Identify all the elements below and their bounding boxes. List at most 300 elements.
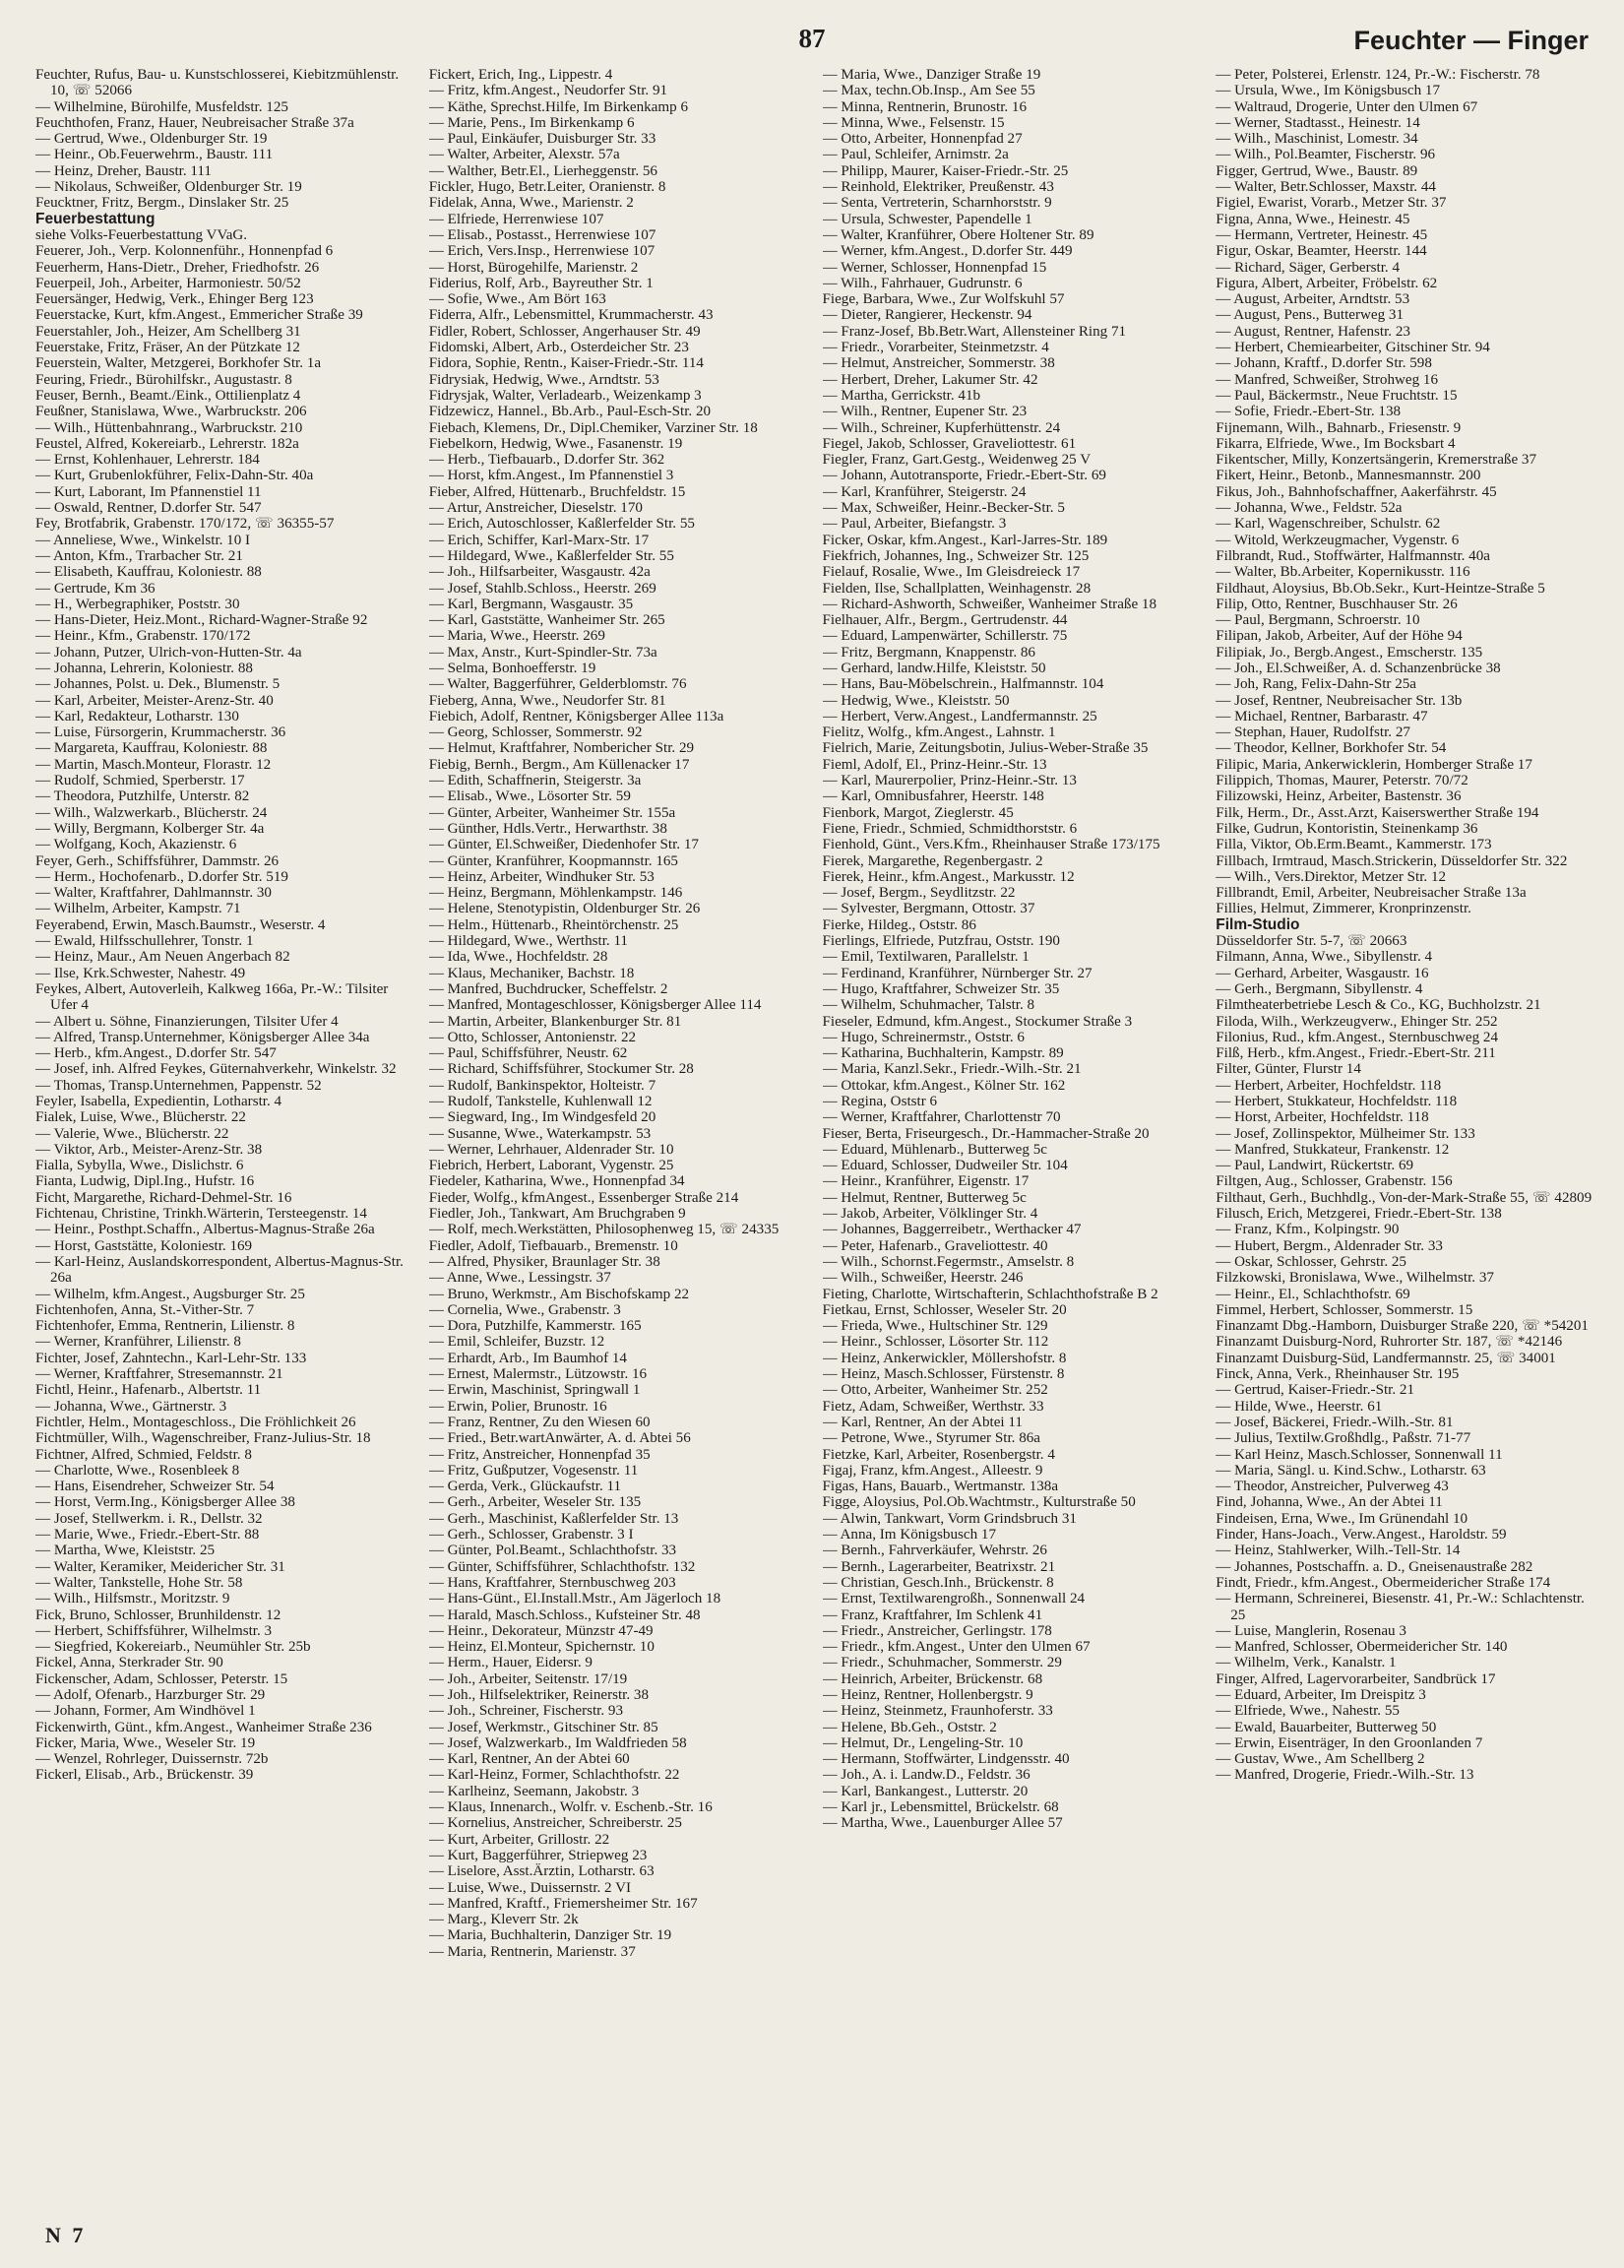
directory-entry: — Josef, Zollinspektor, Mülheimer Str. 133 [1216, 1125, 1475, 1142]
directory-entry: Feyerabend, Erwin, Masch.Baumstr., Weserstr. 4 [35, 916, 326, 933]
directory-entry: Fidrysiak, Hedwig, Wwe., Arndtstr. 53 [428, 371, 659, 388]
directory-entry: — Eduard, Lampenwärter, Schillerstr. 75 [822, 628, 1068, 645]
directory-entry: — Manfred, Buchdrucker, Scheffelstr. 2 [428, 980, 668, 997]
directory-entry: — Karl, Bergmann, Wasgaustr. 35 [428, 596, 634, 612]
directory-entry: Fikarra, Elfriede, Wwe., Im Bocksbart 4 [1216, 435, 1456, 452]
directory-entry: — Siegward, Ing., Im Windgesfeld 20 [428, 1109, 656, 1126]
directory-entry: — Gerh., Maschinist, Kaßlerfelder Str. 13 [428, 1510, 679, 1527]
directory-entry: — Kurt, Arbeiter, Grillostr. 22 [428, 1831, 610, 1848]
directory-entry: Fiene, Friedr., Schmied, Schmidthorststr. 6 [822, 820, 1078, 837]
directory-entry: Filk, Herm., Dr., Asst.Arzt, Kaiserswerther Straße 194 [1216, 804, 1539, 821]
directory-entry: — Joh., Hilfselektriker, Reinerstr. 38 [428, 1686, 649, 1703]
directory-entry: — Paul, Schiffsführer, Neustr. 62 [428, 1045, 628, 1062]
directory-entry: Fijnemann, Wilh., Bahnarb., Friesenstr. 9 [1216, 419, 1462, 436]
directory-entry: — Hilde, Wwe., Heerstr. 61 [1216, 1398, 1383, 1415]
directory-entry: Fielhauer, Alfr., Bergm., Gertrudenstr. 44 [822, 612, 1068, 629]
directory-entry: — Sofie, Friedr.-Ebert-Str. 138 [1216, 404, 1402, 420]
directory-entry: — Karl, Wagenschreiber, Schulstr. 62 [1216, 516, 1441, 533]
directory-entry: Fichtenau, Christine, Trinkh.Wärterin, Tersteegenstr. 14 [35, 1206, 367, 1223]
directory-entry: — Joh, Rang, Felix-Dahn-Str 25a [1216, 676, 1416, 693]
directory-entry: Fiedler, Joh., Tankwart, Am Bruchgraben 9 [428, 1206, 686, 1223]
directory-entry: — Hans-Dieter, Heiz.Mont., Richard-Wagner-Straße 92 [35, 612, 368, 629]
directory-entry: — Wolfgang, Koch, Akazienstr. 6 [35, 837, 237, 853]
directory-entry: — Richard, Säger, Gerberstr. 4 [1216, 259, 1401, 276]
directory-entry: — Kurt, Baggerführer, Striepweg 23 [428, 1847, 648, 1863]
directory-entry: Fiedeler, Katharina, Wwe., Honnenpfad 34 [428, 1173, 685, 1190]
directory-entry: Feuring, Friedr., Bürohilfskr., Augustastr. 8 [35, 371, 292, 388]
directory-entry: Fianta, Ludwig, Dipl.Ing., Hufstr. 16 [35, 1173, 255, 1190]
directory-entry: — Karl, Rentner, An der Abtei 60 [428, 1751, 630, 1768]
directory-columns [35, 67, 1595, 2223]
directory-entry: — Ewald, Bauarbeiter, Butterweg 50 [1216, 1719, 1437, 1735]
column-3 [823, 67, 1203, 2223]
directory-entry: Feuerstein, Walter, Metzgerei, Borkhofer Str. 1a [35, 355, 322, 372]
directory-entry: — Herbert, Arbeiter, Hochfeldstr. 118 [1216, 1077, 1442, 1094]
directory-entry: — Anna, Im Königsbusch 17 [822, 1527, 997, 1544]
directory-entry: — Johanna, Wwe., Gärtnerstr. 3 [35, 1398, 227, 1415]
directory-entry: Fiebrich, Herbert, Laborant, Vygenstr. 25 [428, 1158, 674, 1174]
directory-entry: Feuersänger, Hedwig, Verk., Ehinger Berg 123 [35, 291, 314, 308]
directory-entry: — Frieda, Wwe., Hultschiner Str. 129 [822, 1318, 1048, 1335]
directory-entry: — Werner, kfm.Angest., D.dorfer Str. 449 [822, 243, 1073, 260]
directory-entry: — Johann, Autotransporte, Friedr.-Ebert-Str. 69 [822, 468, 1106, 484]
directory-entry: — August, Pens., Butterweg 31 [1216, 307, 1405, 324]
directory-entry: Finanzamt Dbg.-Hamborn, Duisburger Straße 220, ☏ *54201 [1216, 1318, 1589, 1335]
directory-entry: — Johann, Kraftf., D.dorfer Str. 598 [1216, 355, 1432, 372]
directory-entry: Filthaut, Gerh., Buchhdlg., Von-der-Mark-Straße 55, ☏ 42809 [1216, 1189, 1593, 1206]
directory-entry: Fikus, Joh., Bahnhofschaffner, Aakerfährstr. 45 [1216, 483, 1497, 500]
directory-entry: — Ida, Wwe., Hochfeldstr. 28 [428, 949, 608, 966]
directory-entry: Fichtler, Helm., Montageschloss., Die Fröhlichkeit 26 [35, 1414, 356, 1430]
directory-entry: — Katharina, Buchhalterin, Kampstr. 89 [822, 1045, 1064, 1062]
directory-entry: Ficker, Maria, Wwe., Weseler Str. 19 [35, 1734, 256, 1751]
directory-entry: — Joh., El.Schweißer, A. d. Schanzenbrücke 38 [1216, 660, 1501, 676]
directory-entry: — Ottokar, kfm.Angest., Kölner Str. 162 [822, 1077, 1066, 1094]
directory-entry: — Paul, Bäckermstr., Neue Fruchtstr. 15 [1216, 387, 1458, 404]
directory-entry: — Cornelia, Wwe., Grabenstr. 3 [428, 1301, 621, 1318]
directory-entry: siehe Volks-Feuerbestattung VVaG. [35, 226, 248, 243]
directory-entry: — Ernest, Malermstr., Lützowstr. 16 [428, 1366, 648, 1383]
directory-entry: — Hans, Bau-Möbelschrein., Halfmannstr. 104 [822, 676, 1104, 693]
directory-entry: — Heinz, El.Monteur, Spichernstr. 10 [428, 1639, 655, 1656]
directory-entry: — Max, Schweißer, Heinr.-Becker-Str. 5 [822, 500, 1065, 517]
directory-entry: — Friedr., Anstreicher, Gerlingstr. 178 [822, 1622, 1052, 1639]
directory-entry: Filmann, Anna, Wwe., Sibyllenstr. 4 [1216, 949, 1433, 966]
directory-entry: Fidzewicz, Hannel., Bb.Arb., Paul-Esch-Str. 20 [428, 404, 712, 420]
directory-entry: — Helene, Bb.Geh., Oststr. 2 [822, 1719, 997, 1735]
directory-entry: Filusch, Erich, Metzgerei, Friedr.-Ebert-Str. 138 [1216, 1206, 1502, 1223]
directory-entry: Ficker, Oskar, kfm.Angest., Karl-Jarres-Str. 189 [822, 532, 1108, 548]
directory-entry: — Günter, Schiffsführer, Schlachthofstr. 132 [428, 1558, 696, 1575]
directory-entry: Feykes, Albert, Autoverleih, Kalkweg 166a, Pr.-W.: Tilsiter Ufer 4 [35, 980, 389, 1014]
directory-entry: Feußner, Stanislawa, Wwe., Warbruckstr. 206 [35, 404, 307, 420]
directory-entry: — Heinz, Masch.Schlosser, Fürstenstr. 8 [822, 1366, 1065, 1383]
directory-entry: — Wilh., Rentner, Eupener Str. 23 [822, 404, 1028, 420]
directory-entry: — Hubert, Bergm., Aldenrader Str. 33 [1216, 1237, 1443, 1254]
directory-entry: Feuerpeil, Joh., Arbeiter, Harmoniestr. 50/52 [35, 275, 301, 291]
directory-entry: Figas, Hans, Bauarb., Wertmanstr. 138a [822, 1479, 1059, 1495]
directory-entry: Figger, Gertrud, Wwe., Baustr. 89 [1216, 162, 1418, 179]
directory-entry: — Paul, Schleifer, Arnimstr. 2a [822, 147, 1009, 163]
directory-entry: Filbrandt, Rud., Stoffwärter, Halfmannstr. 40a [1216, 547, 1490, 564]
directory-entry: — Hugo, Kraftfahrer, Schweizer Str. 35 [822, 980, 1060, 997]
directory-entry: Feyer, Gerh., Schiffsführer, Dammstr. 26 [35, 852, 280, 869]
directory-entry: — Josef, Bergm., Seydlitzstr. 22 [822, 885, 1016, 902]
directory-entry: — August, Rentner, Hafenstr. 23 [1216, 323, 1410, 340]
directory-entry: — Helmut, Anstreicher, Sommerstr. 38 [822, 355, 1055, 372]
directory-entry: Findt, Friedr., kfm.Angest., Obermeidericher Straße 174 [1216, 1574, 1551, 1591]
directory-entry: — Karl, Redakteur, Lotharstr. 130 [35, 708, 239, 724]
directory-entry: Filzkowski, Bronislawa, Wwe., Wilhelmstr. 37 [1216, 1270, 1494, 1287]
directory-entry: Filip, Otto, Rentner, Buschhauser Str. 26 [1216, 596, 1458, 612]
directory-entry: Fiebach, Klemens, Dr., Dipl.Chemiker, Varziner Str. 18 [428, 419, 758, 436]
directory-entry: — Werner, Lehrhauer, Aldenrader Str. 10 [428, 1141, 674, 1158]
directory-entry: — Ilse, Krk.Schwester, Nahestr. 49 [35, 965, 246, 981]
directory-entry: — Erich, Schiffer, Karl-Marx-Str. 17 [428, 532, 650, 548]
directory-entry: — Werner, Schlosser, Honnenpfad 15 [822, 259, 1047, 276]
directory-entry: — Sylvester, Bergmann, Ottostr. 37 [822, 901, 1035, 917]
directory-entry: Feuser, Bernh., Beamt./Eink., Ottilienplatz 4 [35, 387, 301, 404]
directory-entry: — Gerh., Arbeiter, Weseler Str. 135 [428, 1494, 642, 1511]
directory-entry: — Heinz, Maur., Am Neuen Angerbach 82 [35, 949, 290, 966]
directory-entry: — Erwin, Maschinist, Springwall 1 [428, 1382, 641, 1399]
directory-entry: — Liselore, Asst.Ärztin, Lotharstr. 63 [428, 1863, 655, 1880]
directory-entry: — Günther, Hdls.Vertr., Herwarthstr. 38 [428, 820, 667, 837]
directory-entry: — Heinr., Ob.Feuerwehrm., Baustr. 111 [35, 147, 274, 163]
directory-entry: — Joh., Arbeiter, Seitenstr. 17/19 [428, 1670, 628, 1687]
directory-entry: — Anne, Wwe., Lessingstr. 37 [428, 1270, 611, 1287]
directory-entry: — Minna, Wwe., Felsenstr. 15 [822, 114, 1005, 131]
directory-entry: — Walter, Baggerführer, Gelderblomstr. 76 [428, 676, 687, 693]
directory-entry: — Waltraud, Drogerie, Unter den Ulmen 67 [1216, 98, 1478, 115]
directory-entry: Finder, Hans-Joach., Verw.Angest., Haroldstr. 59 [1216, 1527, 1507, 1544]
directory-entry: — Richard, Schiffsführer, Stockumer Str. 28 [428, 1061, 694, 1078]
directory-entry: — Gertrude, Km 36 [35, 580, 156, 597]
directory-entry: — Maria, Buchhalterin, Danziger Str. 19 [428, 1927, 672, 1944]
directory-entry: — Heinz, Steinmetz, Fraunhoferstr. 33 [822, 1703, 1053, 1720]
directory-entry: — Maria, Wwe., Danziger Straße 19 [822, 67, 1041, 83]
directory-entry: — Joh., A. i. Landw.D., Feldstr. 36 [822, 1767, 1031, 1784]
directory-entry: — Wilh., Walzwerkarb., Blücherstr. 24 [35, 804, 268, 821]
directory-entry: Finck, Anna, Verk., Rheinhauser Str. 195 [1216, 1366, 1460, 1383]
directory-entry: Fey, Brotfabrik, Grabenstr. 170/172, ☏ 36355-57 [35, 516, 335, 533]
directory-entry: — Max, techn.Ob.Insp., Am See 55 [822, 83, 1035, 99]
directory-entry: — Martin, Arbeiter, Blankenburger Str. 81 [428, 1013, 682, 1030]
directory-entry: — Karl, Omnibusfahrer, Heerstr. 148 [822, 788, 1044, 805]
directory-entry: — Wilhelm, Arbeiter, Kampstr. 71 [35, 901, 241, 917]
directory-entry: Fiegler, Franz, Gart.Gestg., Weidenweg 25 V [822, 452, 1092, 469]
directory-entry: Fieting, Charlotte, Wirtschafterin, Schlachthofstraße B 2 [822, 1286, 1158, 1302]
directory-entry: Fiebelkorn, Hedwig, Wwe., Fasanenstr. 19 [428, 435, 683, 452]
directory-entry: — Manfred, Schlosser, Obermeidericher Str. 140 [1216, 1639, 1508, 1656]
directory-entry: — Hildegard, Wwe., Werthstr. 11 [428, 933, 628, 950]
directory-entry: — Kornelius, Anstreicher, Schreiberstr. 25 [428, 1815, 682, 1832]
directory-entry: — Manfred, Montageschlosser, Königsberger Allee 114 [428, 997, 762, 1014]
directory-entry: — Wilh., Vers.Direktor, Metzer Str. 12 [1216, 868, 1447, 885]
directory-entry: — Anneliese, Wwe., Winkelstr. 10 I [35, 532, 251, 548]
directory-entry: Figge, Aloysius, Pol.Ob.Wachtmstr., Kulturstraße 50 [822, 1494, 1136, 1511]
directory-entry: — Friedr., Schuhmacher, Sommerstr. 29 [822, 1655, 1062, 1671]
directory-entry: — Minna, Rentnerin, Brunostr. 16 [822, 98, 1028, 115]
directory-entry: — Adolf, Ofenarb., Harzburger Str. 29 [35, 1686, 266, 1703]
directory-entry: Fieser, Berta, Friseurgesch., Dr.-Hammacher-Straße 20 [822, 1125, 1150, 1142]
directory-entry: — Edith, Schaffnerin, Steigerstr. 3a [428, 773, 642, 789]
directory-entry: — Martha, Wwe, Kleiststr. 25 [35, 1543, 216, 1559]
directory-entry: Fikert, Heinr., Betonb., Mannesmannstr. 200 [1216, 468, 1481, 484]
directory-entry: — Karl-Heinz, Former, Schlachthofstr. 22 [428, 1767, 680, 1784]
directory-entry: — Josef, Rentner, Neubreisacher Str. 13b [1216, 692, 1463, 709]
directory-entry: Fillbach, Irmtraud, Masch.Strickerin, Düsseldorfer Str. 322 [1216, 852, 1568, 869]
directory-entry: Fickenscher, Adam, Schlosser, Peterstr. 15 [35, 1670, 288, 1687]
directory-entry: Fieberg, Anna, Wwe., Neudorfer Str. 81 [428, 692, 666, 709]
directory-entry: — Philipp, Maurer, Kaiser-Friedr.-Str. 25 [822, 162, 1069, 179]
directory-entry: — Helmut, Dr., Lengeling-Str. 10 [822, 1734, 1024, 1751]
directory-entry: Fick, Bruno, Schlosser, Brunhildenstr. 12 [35, 1606, 281, 1623]
directory-entry: — Peter, Hafenarb., Graveliottestr. 40 [822, 1237, 1048, 1254]
directory-entry: — Gerhard, landw.Hilfe, Kleiststr. 50 [822, 660, 1046, 676]
directory-entry: — Anton, Kfm., Trarbacher Str. 21 [35, 547, 243, 564]
directory-entry: — Herm., Hochofenarb., D.dorfer Str. 519 [35, 868, 288, 885]
directory-entry: — Käthe, Sprechst.Hilfe, Im Birkenkamp 6 [428, 98, 688, 115]
directory-entry: — Friedr., Vorarbeiter, Steinmetzstr. 4 [822, 340, 1049, 356]
directory-entry: Fielden, Ilse, Schallplatten, Weinhagenstr. 28 [822, 580, 1092, 597]
directory-entry: — Werner, Stadtasst., Heinestr. 14 [1216, 114, 1420, 131]
directory-entry: Feucktner, Fritz, Bergm., Dinslaker Str. 25 [35, 195, 289, 212]
directory-entry: Fiegel, Jakob, Schlosser, Graveliottestr. 61 [822, 435, 1077, 452]
directory-entry: Filmtheaterbetriebe Lesch & Co., KG, Buchholzstr. 21 [1216, 997, 1541, 1014]
directory-entry: — Josef, Stellwerkm. i. R., Dellstr. 32 [35, 1510, 263, 1527]
directory-entry: — Kurt, Laborant, Im Pfannenstiel 11 [35, 483, 262, 500]
directory-entry: — Senta, Vertreterin, Scharnhorststr. 9 [822, 195, 1052, 212]
directory-entry: — Fritz, Anstreicher, Honnenpfad 35 [428, 1446, 651, 1463]
directory-entry: Fiderra, Alfr., Lebensmittel, Krummacherstr. 43 [428, 307, 714, 324]
directory-entry: — Hans-Günt., El.Install.Mstr., Am Jägerloch 18 [428, 1591, 721, 1607]
directory-entry: — Regina, Oststr 6 [822, 1094, 938, 1109]
directory-entry: — Wilh., Fahrhauer, Gudrunstr. 6 [822, 275, 1023, 291]
directory-entry: Fichtenhofer, Emma, Rentnerin, Lilienstr. 8 [35, 1318, 295, 1335]
directory-entry: — Walter, Kranführer, Obere Holtener Str. 89 [822, 226, 1094, 243]
directory-entry: — Helm., Hüttenarb., Rheintörchenstr. 25 [428, 916, 679, 933]
directory-entry: Fimmel, Herbert, Schlosser, Sommerstr. 15 [1216, 1301, 1473, 1318]
directory-entry: Fichtner, Alfred, Schmied, Feldstr. 8 [35, 1446, 252, 1463]
column-2 [429, 67, 809, 2223]
directory-entry: — Luise, Fürsorgerin, Krummacherstr. 36 [35, 724, 286, 741]
directory-entry: — Hermann, Schreinerei, Biesenstr. 41, Pr.-W.: Schlachtenstr. 25 [1216, 1591, 1585, 1623]
directory-entry: Fieml, Adolf, El., Prinz-Heinr.-Str. 13 [822, 756, 1047, 773]
directory-entry: — Willy, Bergmann, Kolberger Str. 4a [35, 820, 265, 837]
directory-entry: Finanzamt Duisburg-Süd, Landfermannstr. 25, ☏ 34001 [1216, 1350, 1556, 1366]
directory-entry: — Martha, Gerrickstr. 41b [822, 387, 981, 404]
directory-entry: — Karl, Gaststätte, Wanheimer Str. 265 [428, 612, 665, 629]
directory-entry: — Elfriede, Herrenwiese 107 [428, 211, 604, 227]
directory-entry: — Wenzel, Rohrleger, Duissernstr. 72b [35, 1751, 269, 1768]
directory-entry: Fickert, Erich, Ing., Lippestr. 4 [428, 67, 613, 83]
directory-entry: — Thomas, Transp.Unternehmen, Pappenstr. 52 [35, 1077, 322, 1094]
directory-entry: — Otto, Arbeiter, Wanheimer Str. 252 [822, 1382, 1048, 1399]
directory-entry: Figur, Oskar, Beamter, Heerstr. 144 [1216, 243, 1427, 260]
directory-entry: Fierek, Heinr., kfm.Angest., Markusstr. 12 [822, 868, 1075, 885]
directory-entry: — Erich, Vers.Insp., Herrenwiese 107 [428, 243, 656, 260]
directory-entry: — Maria, Kanzl.Sekr., Friedr.-Wilh.-Str. 21 [822, 1061, 1082, 1078]
directory-entry: — Alwin, Tankwart, Vorm Grindsbruch 31 [822, 1510, 1077, 1527]
sheet-signature: N 7 [45, 2223, 87, 2247]
directory-entry: — Horst, Gaststätte, Koloniestr. 169 [35, 1237, 253, 1254]
directory-entry: Fillies, Helmut, Zimmerer, Kronprinzenstr. [1216, 901, 1471, 917]
directory-entry: Fichter, Josef, Zahntechn., Karl-Lehr-Str. 133 [35, 1350, 307, 1366]
directory-entry: Feyler, Isabella, Expedientin, Lotharstr. 4 [35, 1094, 282, 1109]
directory-entry: — Ernst, Kohlenhauer, Lehrerstr. 184 [35, 452, 260, 469]
directory-entry: — Witold, Werkzeugmacher, Vygenstr. 6 [1216, 532, 1460, 548]
directory-entry: — Theodora, Putzhilfe, Unterstr. 82 [35, 788, 250, 805]
directory-entry: — Martha, Wwe., Lauenburger Allee 57 [822, 1815, 1063, 1832]
directory-entry: Fialek, Luise, Wwe., Blücherstr. 22 [35, 1109, 246, 1126]
directory-entry: — Johann, Former, Am Windhövel 1 [35, 1703, 256, 1720]
directory-entry: — Emil, Schleifer, Buzstr. 12 [428, 1334, 605, 1351]
directory-entry: Filipiak, Jo., Bergb.Angest., Emscherstr. 135 [1216, 644, 1483, 661]
directory-entry: — Marie, Wwe., Friedr.-Ebert-Str. 88 [35, 1527, 260, 1544]
directory-entry: — Johannes, Baggerreibetr., Werthacker 47 [822, 1222, 1082, 1238]
page-header [35, 22, 1589, 61]
directory-entry: Fielauf, Rosalie, Wwe., Im Gleisdreieck 17 [822, 564, 1081, 581]
directory-entry: Feuerstake, Fritz, Fräser, An der Pützkate 12 [35, 340, 300, 356]
directory-entry: — Gustav, Wwe., Am Schellberg 2 [1216, 1751, 1425, 1768]
directory-entry: — Dora, Putzhilfe, Kammerstr. 165 [428, 1318, 642, 1335]
directory-entry: Fidler, Robert, Schlosser, Angerhauser Str. 49 [428, 323, 701, 340]
directory-entry: Fillbrandt, Emil, Arbeiter, Neubreisacher Straße 13a [1216, 885, 1527, 902]
directory-entry: — Bernh., Lagerarbeiter, Beatrixstr. 21 [822, 1558, 1056, 1575]
directory-entry: — Jakob, Arbeiter, Völklinger Str. 4 [822, 1206, 1038, 1223]
directory-entry: Feuerer, Joh., Verp. Kolonnenführ., Honnenpfad 6 [35, 243, 334, 260]
directory-entry: Filtgen, Aug., Schlosser, Grabenstr. 156 [1216, 1173, 1453, 1190]
directory-entry: Findeisen, Erna, Wwe., Im Grünendahl 10 [1216, 1510, 1468, 1527]
directory-entry: Fiebig, Bernh., Bergm., Am Küllenacker 17 [428, 756, 690, 773]
directory-entry: Fietkau, Ernst, Schlosser, Weseler Str. 20 [822, 1301, 1067, 1318]
directory-entry: — Heinz, Bergmann, Möhlenkampstr. 146 [428, 885, 683, 902]
directory-entry: — Elisabeth, Kauffrau, Koloniestr. 88 [35, 564, 262, 581]
directory-entry: — Wilh., Hilfsmstr., Moritzstr. 9 [35, 1591, 230, 1607]
directory-entry: — Johann, Putzer, Ulrich-von-Hutten-Str. 4a [35, 644, 302, 661]
directory-entry: Fielrich, Marie, Zeitungsbotin, Julius-Weber-Straße 35 [822, 740, 1149, 757]
directory-entry: — Eduard, Mühlenarb., Butterweg 5c [822, 1141, 1047, 1158]
directory-entry: — Günter, El.Schweißer, Diedenhofer Str. 17 [428, 837, 699, 853]
directory-entry: — Heinz, Rentner, Hollenbergstr. 9 [822, 1686, 1033, 1703]
directory-entry: — Heinrich, Arbeiter, Brückenstr. 68 [822, 1670, 1043, 1687]
directory-entry: — Karl, Bankangest., Lutterstr. 20 [822, 1783, 1029, 1799]
running-head: Feuchter — Finger [1353, 26, 1589, 55]
directory-entry: Fieder, Wolfg., kfmAngest., Essenberger Straße 214 [428, 1189, 739, 1206]
directory-entry: Filippich, Thomas, Maurer, Peterstr. 70/72 [1216, 773, 1468, 789]
directory-entry: — Josef, inh. Alfred Feykes, Güternahverkehr, Winkelstr. 32 [35, 1061, 397, 1078]
directory-entry: Fikentscher, Milly, Konzertsängerin, Kremerstraße 37 [1216, 452, 1537, 469]
directory-entry: — Theodor, Anstreicher, Pulverweg 43 [1216, 1479, 1449, 1495]
directory-entry: — Josef, Bäckerei, Friedr.-Wilh.-Str. 81 [1216, 1414, 1454, 1430]
directory-entry: — Manfred, Kraftf., Friemersheimer Str. 167 [428, 1895, 698, 1912]
directory-entry: — Joh., Schreiner, Fischerstr. 93 [428, 1703, 624, 1720]
directory-entry: — Franz, Rentner, Zu den Wiesen 60 [428, 1414, 651, 1430]
directory-entry: Fienhold, Günt., Vers.Kfm., Rheinhauser Straße 173/175 [822, 837, 1160, 853]
directory-entry: Fieber, Alfred, Hüttenarb., Bruchfeldstr. 15 [428, 483, 686, 500]
directory-entry: — Walter, Keramiker, Meidericher Str. 31 [35, 1558, 285, 1575]
section-heading: Film-Studio [1216, 915, 1300, 933]
directory-entry: Filß, Herb., kfm.Angest., Friedr.-Ebert-Str. 211 [1216, 1045, 1496, 1062]
directory-entry: — Otto, Schlosser, Antonienstr. 22 [428, 1029, 637, 1045]
directory-entry: — Valerie, Wwe., Blücherstr. 22 [35, 1125, 229, 1142]
directory-entry: Find, Johanna, Wwe., An der Abtei 11 [1216, 1494, 1443, 1511]
directory-entry: — Christian, Gesch.Inh., Brückenstr. 8 [822, 1574, 1054, 1591]
directory-entry: — Wilh., Maschinist, Lomestr. 34 [1216, 131, 1418, 148]
directory-entry: — Walter, Betr.Schlosser, Maxstr. 44 [1216, 179, 1436, 196]
directory-entry: — Gertrud, Wwe., Oldenburger Str. 19 [35, 131, 268, 148]
directory-entry: — Maria, Rentnerin, Marienstr. 37 [428, 1943, 636, 1960]
directory-entry: — Erich, Autoschlosser, Kaßlerfelder Str. 55 [428, 516, 695, 533]
directory-entry: — Richard-Ashworth, Schweißer, Wanheimer Straße 18 [822, 596, 1157, 612]
directory-entry: — Gerh., Schlosser, Grabenstr. 3 I [428, 1527, 634, 1544]
directory-entry: — August, Arbeiter, Arndtstr. 53 [1216, 291, 1410, 308]
directory-entry: — Martin, Masch.Monteur, Florastr. 12 [35, 756, 272, 773]
directory-entry: — Gertrud, Kaiser-Friedr.-Str. 21 [1216, 1382, 1414, 1399]
directory-entry: — Heinr., Schlosser, Lösorter Str. 112 [822, 1334, 1049, 1351]
directory-entry: — Hugo, Schreinermstr., Oststr. 6 [822, 1029, 1025, 1045]
directory-entry: — Hermann, Stoffwärter, Lindgensstr. 40 [822, 1751, 1070, 1768]
directory-entry: — Karl, Kranführer, Steigerstr. 24 [822, 483, 1027, 500]
directory-entry: — Johannes, Postschaffn. a. D., Gneisenaustraße 282 [1216, 1558, 1533, 1575]
directory-entry: Düsseldorfer Str. 5-7, ☏ 20663 [1216, 933, 1407, 950]
directory-entry: — Oswald, Rentner, D.dorfer Str. 547 [35, 500, 262, 517]
directory-entry: Filizowski, Heinz, Arbeiter, Bastenstr. 36 [1216, 788, 1462, 805]
directory-entry: Finanzamt Duisburg-Nord, Ruhrorter Str. 187, ☏ *42146 [1216, 1334, 1563, 1351]
directory-entry: — Paul, Arbeiter, Biefangstr. 3 [822, 516, 1007, 533]
directory-entry: — Alfred, Physiker, Braunlager Str. 38 [428, 1253, 660, 1270]
directory-entry: — Wilh., Hüttenbahnrang., Warbruckstr. 210 [35, 419, 303, 436]
directory-entry: Fichtmüller, Wilh., Wagenschreiber, Franz-Julius-Str. 18 [35, 1430, 371, 1447]
directory-entry: Fiedler, Adolf, Tiefbauarb., Bremenstr. 10 [428, 1237, 678, 1254]
directory-entry: — Horst, Verm.Ing., Königsberger Allee 38 [35, 1494, 295, 1511]
directory-entry: — Gerhard, Arbeiter, Wasgaustr. 16 [1216, 965, 1429, 981]
directory-entry: Fiege, Barbara, Wwe., Zur Wolfskuhl 57 [822, 291, 1065, 308]
directory-entry: — Heinz, Dreher, Baustr. 111 [35, 162, 212, 179]
directory-entry: — Josef, Werkmstr., Gitschiner Str. 85 [428, 1719, 658, 1735]
directory-entry: — Karl-Heinz, Auslandskorrespondent, Albertus-Magnus-Str. 26a [35, 1253, 404, 1287]
directory-entry: — Wilh., Schornst.Fegermstr., Amselstr. 8 [822, 1253, 1075, 1270]
directory-entry: Filter, Günter, Flurstr 14 [1216, 1061, 1361, 1078]
directory-entry: — Rudolf, Tankstelle, Kuhlenwall 12 [428, 1094, 653, 1109]
directory-entry: Figiel, Ewarist, Vorarb., Metzer Str. 37 [1216, 195, 1447, 212]
directory-entry: Fidomski, Albert, Arb., Osterdeicher Str. 23 [428, 340, 689, 356]
directory-entry: — Horst, kfm.Angest., Im Pfannenstiel 3 [428, 468, 674, 484]
directory-entry: — Wilhelm, Verk., Kanalstr. 1 [1216, 1655, 1397, 1671]
directory-entry: — Klaus, Innenarch., Wolfr. v. Eschenb.-Str. 16 [428, 1799, 713, 1816]
directory-entry: Fildhaut, Aloysius, Bb.Ob.Sekr., Kurt-Heintze-Straße 5 [1216, 580, 1545, 597]
directory-entry: Fickel, Anna, Sterkrader Str. 90 [35, 1655, 223, 1671]
directory-entry: — Nikolaus, Schweißer, Oldenburger Str. 19 [35, 179, 302, 196]
directory-entry: Fickerl, Elisab., Arb., Brückenstr. 39 [35, 1767, 254, 1784]
directory-entry: — Herbert, Stukkateur, Hochfeldstr. 118 [1216, 1094, 1458, 1109]
directory-entry: — Reinhold, Elektriker, Preußenstr. 43 [822, 179, 1054, 196]
directory-entry: Figura, Albert, Arbeiter, Fröbelstr. 62 [1216, 275, 1438, 291]
directory-entry: — Helene, Stenotypistin, Oldenburger Str. 26 [428, 901, 701, 917]
directory-entry: — Heinz, Ankerwickler, Möllershofstr. 8 [822, 1350, 1067, 1366]
directory-entry: — Bernh., Fahrverkäufer, Wehrstr. 26 [822, 1543, 1047, 1559]
directory-entry: — Hedwig, Wwe., Kleiststr. 50 [822, 692, 1010, 709]
directory-entry: — Herb., kfm.Angest., D.dorfer Str. 547 [35, 1045, 277, 1062]
directory-entry: — Petrone, Wwe., Styrumer Str. 86a [822, 1430, 1040, 1447]
directory-entry: — Georg, Schlosser, Sommerstr. 92 [428, 724, 643, 741]
directory-entry: Fierek, Margarethe, Regenbergastr. 2 [822, 852, 1043, 869]
directory-entry: — Heinr., Dekorateur, Münzstr 47-49 [428, 1622, 654, 1639]
directory-entry: — Oskar, Schlosser, Gehrstr. 25 [1216, 1253, 1406, 1270]
directory-entry: — Karl Heinz, Masch.Schlosser, Sonnenwall 11 [1216, 1446, 1503, 1463]
directory-entry: — Otto, Arbeiter, Honnenpfad 27 [822, 131, 1023, 148]
